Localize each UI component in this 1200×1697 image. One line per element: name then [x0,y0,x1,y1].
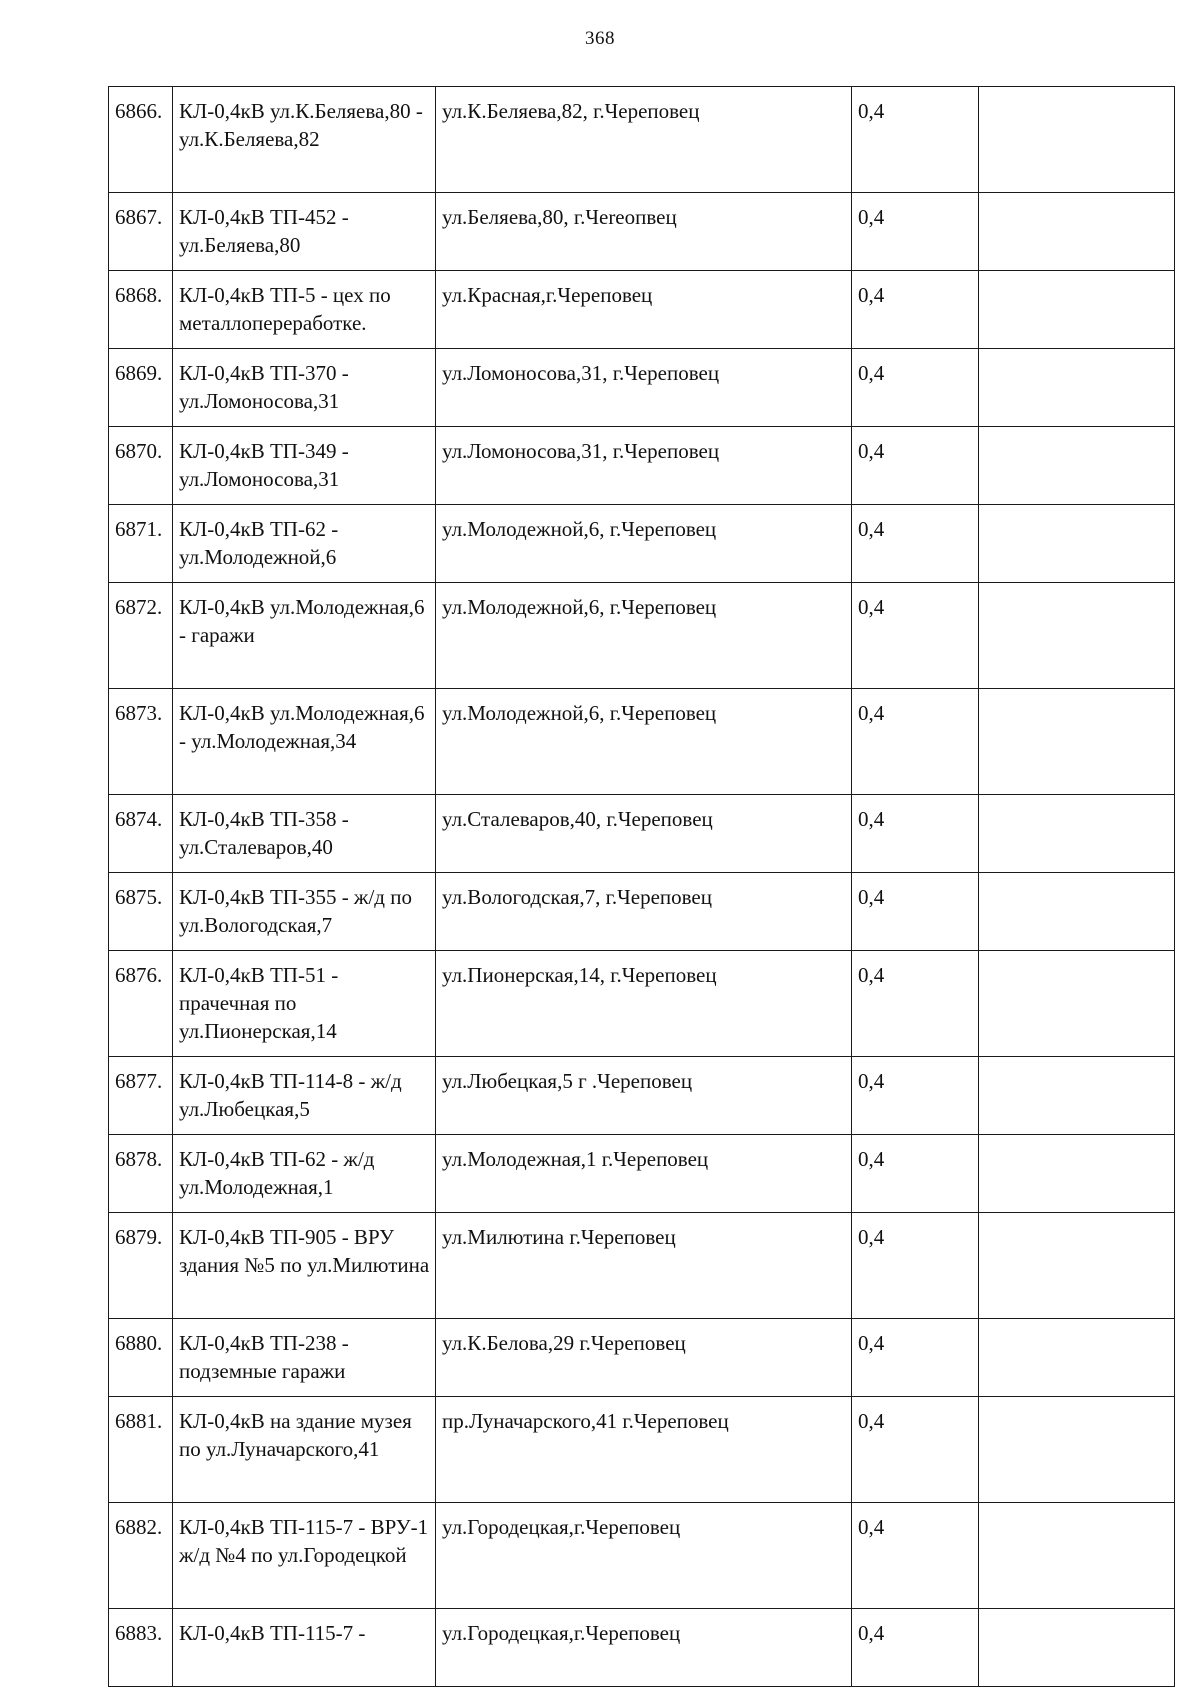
object-address: ул.Молодежной,6, г.Череповец [436,689,852,795]
row-number: 6872. [109,583,173,689]
note-cell [979,951,1175,1057]
row-number: 6870. [109,427,173,505]
object-address: ул.Городецкая,г.Череповец [436,1609,852,1687]
object-name: КЛ-0,4кВ ул.Молодежная,6 - гаражи [173,583,436,689]
object-name: КЛ-0,4кВ ТП-115-7 - ВРУ-1 ж/д №4 по ул.Городецкой [173,1503,436,1609]
table-row [109,505,1175,583]
table-row [109,349,1175,427]
object-name: КЛ-0,4кВ ТП-51 - прачечная по ул.Пионерская,14 [173,951,436,1057]
table-row [109,583,1175,689]
object-address: ул.Сталеваров,40, г.Череповец [436,795,852,873]
table-row [109,1057,1175,1135]
voltage-value: 0,4 [852,1397,979,1503]
voltage-value: 0,4 [852,271,979,349]
row-number: 6880. [109,1319,173,1397]
voltage-value: 0,4 [852,1503,979,1609]
row-number: 6868. [109,271,173,349]
object-name: КЛ-0,4кВ ТП-62 - ж/д ул.Молодежная,1 [173,1135,436,1213]
note-cell [979,583,1175,689]
table-row [109,427,1175,505]
object-address: ул.Ломоносова,31, г.Череповец [436,349,852,427]
row-number: 6882. [109,1503,173,1609]
row-number: 6875. [109,873,173,951]
table-row [109,1609,1175,1687]
table-row [109,1503,1175,1609]
voltage-value: 0,4 [852,583,979,689]
voltage-value: 0,4 [852,873,979,951]
table-row [109,1135,1175,1213]
row-number: 6874. [109,795,173,873]
voltage-value: 0,4 [852,87,979,193]
note-cell [979,505,1175,583]
row-number: 6876. [109,951,173,1057]
row-number: 6873. [109,689,173,795]
row-number: 6871. [109,505,173,583]
object-name: КЛ-0,4кВ ТП-370 - ул.Ломоносова,31 [173,349,436,427]
object-name: КЛ-0,4кВ ТП-349 - ул.Ломоносова,31 [173,427,436,505]
object-address: ул.Молодежной,6, г.Череповец [436,505,852,583]
note-cell [979,271,1175,349]
table-row [109,951,1175,1057]
note-cell [979,873,1175,951]
note-cell [979,427,1175,505]
object-address: ул.Пионерская,14, г.Череповец [436,951,852,1057]
object-name: КЛ-0,4кВ ТП-62 - ул.Молодежной,6 [173,505,436,583]
page-number: 368 [585,28,615,49]
object-name: КЛ-0,4кВ ул.К.Беляева,80 - ул.К.Беляева,82 [173,87,436,193]
note-cell [979,1397,1175,1503]
object-address: ул.Молодежная,1 г.Череповец [436,1135,852,1213]
row-number: 6879. [109,1213,173,1319]
note-cell [979,1057,1175,1135]
table-row [109,1397,1175,1503]
table-row [109,271,1175,349]
voltage-value: 0,4 [852,505,979,583]
row-number: 6878. [109,1135,173,1213]
object-address: ул.Городецкая,г.Череповец [436,1503,852,1609]
note-cell [979,795,1175,873]
object-name: КЛ-0,4кВ ТП-114-8 - ж/д ул.Любецкая,5 [173,1057,436,1135]
note-cell [979,1609,1175,1687]
table-row [109,193,1175,271]
object-address: ул.Ломоносова,31, г.Череповец [436,427,852,505]
object-name: КЛ-0,4кВ ТП-238 - подземные гаражи [173,1319,436,1397]
object-name: КЛ-0,4кВ на здание музея по ул.Луначарского,41 [173,1397,436,1503]
object-address: ул.Молодежной,6, г.Череповец [436,583,852,689]
row-number: 6866. [109,87,173,193]
note-cell [979,1503,1175,1609]
object-address: пр.Луначарского,41 г.Череповец [436,1397,852,1503]
note-cell [979,193,1175,271]
object-address: ул.Любецкая,5 г .Череповец [436,1057,852,1135]
voltage-value: 0,4 [852,1609,979,1687]
voltage-value: 0,4 [852,1213,979,1319]
object-name: КЛ-0,4кВ ул.Молодежная,6 - ул.Молодежная,34 [173,689,436,795]
object-address: ул.Беляева,80, г.Чereопвец [436,193,852,271]
row-number: 6881. [109,1397,173,1503]
table-row [109,873,1175,951]
voltage-value: 0,4 [852,1135,979,1213]
object-address: ул.К.Белова,29 г.Череповец [436,1319,852,1397]
registry-table [108,86,1175,1687]
table-row [109,795,1175,873]
object-name: КЛ-0,4кВ ТП-358 - ул.Сталеваров,40 [173,795,436,873]
note-cell [979,689,1175,795]
voltage-value: 0,4 [852,427,979,505]
object-name: КЛ-0,4кВ ТП-355 - ж/д по ул.Вологодская,7 [173,873,436,951]
voltage-value: 0,4 [852,689,979,795]
table-row [109,1213,1175,1319]
object-name: КЛ-0,4кВ ТП-115-7 - [173,1609,436,1687]
row-number: 6867. [109,193,173,271]
note-cell [979,1319,1175,1397]
row-number: 6877. [109,1057,173,1135]
voltage-value: 0,4 [852,795,979,873]
object-name: КЛ-0,4кВ ТП-452 - ул.Беляева,80 [173,193,436,271]
voltage-value: 0,4 [852,193,979,271]
row-number: 6883. [109,1609,173,1687]
note-cell [979,1213,1175,1319]
object-address: ул.К.Беляева,82, г.Череповец [436,87,852,193]
object-name: КЛ-0,4кВ ТП-5 - цех по металлопереработке. [173,271,436,349]
note-cell [979,1135,1175,1213]
table-row [109,689,1175,795]
voltage-value: 0,4 [852,1319,979,1397]
object-address: ул.Милютина г.Череповец [436,1213,852,1319]
object-name: КЛ-0,4кВ ТП-905 - ВРУ здания №5 по ул.Милютина [173,1213,436,1319]
voltage-value: 0,4 [852,1057,979,1135]
object-address: ул.Вологодская,7, г.Череповец [436,873,852,951]
table-row [109,87,1175,193]
note-cell [979,87,1175,193]
row-number: 6869. [109,349,173,427]
object-address: ул.Красная,г.Череповец [436,271,852,349]
table-row [109,1319,1175,1397]
voltage-value: 0,4 [852,951,979,1057]
note-cell [979,349,1175,427]
voltage-value: 0,4 [852,349,979,427]
